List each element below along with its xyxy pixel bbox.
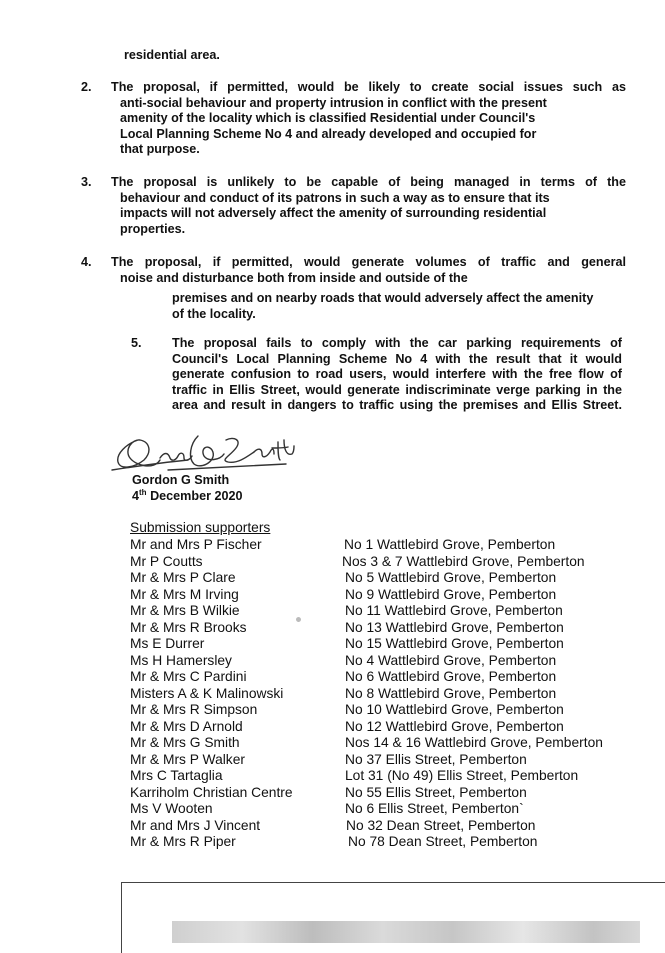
objection-paragraph — [172, 336, 622, 414]
list-item — [0, 818, 665, 835]
objection-paragraph — [111, 80, 626, 158]
supporter-name: Mr and Mrs P Fischer — [130, 537, 262, 552]
list-item — [0, 603, 665, 620]
objection-paragraph — [111, 175, 626, 237]
supporter-name: Mr & Mrs P Clare — [130, 570, 236, 585]
handwritten-signature — [108, 430, 298, 478]
paragraph-line: that purpose. — [120, 142, 200, 156]
paragraph-line: The proposal, if permitted, would be likely to create social issues such as — [111, 80, 626, 94]
paragraph-line: noise and disturbance both from inside and outside of the — [120, 270, 468, 285]
supporter-address: No 4 Wattlebird Grove, Pemberton — [345, 652, 557, 668]
supporter-address: No 10 Wattlebird Grove, Pemberton — [345, 702, 564, 717]
supporter-address: No 13 Wattlebird Grove, Pemberton — [345, 619, 564, 635]
supporter-address: No 1 Wattlebird Grove, Pemberton — [344, 537, 556, 552]
list-item — [0, 620, 665, 637]
date-suffix: th — [139, 488, 147, 497]
submission-date — [132, 489, 243, 505]
date-rest: December 2020 — [146, 489, 243, 503]
supporter-address: No 32 Dean Street, Pemberton — [346, 817, 536, 833]
objection-paragraph-continued — [172, 291, 627, 322]
paragraph-line: anti-social behaviour and property intrusion in conflict with the present — [120, 95, 547, 110]
list-item — [0, 735, 665, 752]
list-item — [0, 719, 665, 736]
aerial-map-image — [172, 921, 640, 943]
supporter-address: No 78 Dean Street, Pemberton — [348, 834, 538, 849]
paragraph-line: Council's Local Planning Scheme No 4 with the result that it would — [172, 351, 622, 366]
paragraph-line: premises and on nearby roads that would adversely affect the amenity — [172, 291, 594, 305]
paragraph-line: impacts will not adversely affect the amenity of surrounding residential — [120, 206, 547, 220]
supporter-name: Mr & Mrs C Pardini — [130, 669, 247, 684]
list-item — [0, 537, 665, 554]
item-number: 4. — [81, 255, 92, 269]
paragraph-line: of the locality. — [172, 306, 256, 321]
supporter-address: No 8 Wattlebird Grove, Pemberton — [345, 685, 557, 701]
continuation-text: residential area. — [124, 48, 220, 62]
supporter-name: Ms H Hamersley — [130, 652, 232, 668]
supporter-address: Nos 14 & 16 Wattlebird Grove, Pemberton — [345, 735, 603, 750]
paragraph-line: traffic in Ellis Street, would generate indiscriminate verge parking in the — [172, 382, 622, 397]
supporter-address: No 5 Wattlebird Grove, Pemberton — [345, 570, 557, 585]
supporter-name: Mr & Mrs G Smith — [130, 735, 240, 750]
supporter-name: Mr and Mrs J Vincent — [130, 817, 261, 833]
supporter-name: Misters A & K Malinowski — [130, 685, 284, 701]
list-item — [0, 834, 665, 851]
supporter-name: Mr & Mrs P Walker — [130, 751, 245, 767]
paragraph-line: behaviour and conduct of its patrons in such a way as to ensure that its — [120, 190, 550, 205]
list-item — [0, 587, 665, 604]
paragraph-line: amenity of the locality which is classified Residential under Council's — [120, 111, 536, 125]
item-number: 2. — [81, 80, 92, 94]
list-item — [0, 554, 665, 571]
item-number: 3. — [81, 175, 92, 189]
supporter-name: Karriholm Christian Centre — [130, 784, 293, 800]
paragraph-line: area and result in dangers to traffic using the premises and Ellis Street. — [172, 398, 622, 412]
supporter-address: No 37 Ellis Street, Pemberton — [345, 751, 527, 767]
item-number: 5. — [131, 336, 142, 350]
supporter-name: Mr & Mrs M Irving — [130, 586, 239, 602]
supporter-name: Mr & Mrs D Arnold — [130, 718, 243, 734]
paragraph-line: Local Planning Scheme No 4 and already developed and occupied for — [120, 126, 537, 141]
supporter-name: Mr & Mrs B Wilkie — [130, 603, 240, 618]
supporters-title: Submission supporters — [130, 520, 271, 535]
list-item — [0, 768, 665, 785]
list-item — [0, 785, 665, 802]
supporter-name: Mr & Mrs R Brooks — [130, 619, 247, 635]
objection-paragraph — [111, 255, 626, 286]
list-item — [0, 570, 665, 587]
supporter-name: Mr & Mrs R Simpson — [130, 702, 258, 717]
date-day: 4 — [132, 489, 140, 503]
supporter-name: Ms E Durrer — [130, 636, 205, 651]
signatory-name: Gordon G Smith — [132, 473, 230, 487]
supporter-name: Mrs C Tartaglia — [130, 768, 223, 783]
supporter-address: No 9 Wattlebird Grove, Pemberton — [345, 586, 557, 602]
list-item — [0, 752, 665, 769]
supporter-name: Mr & Mrs R Piper — [130, 834, 236, 849]
list-item — [0, 801, 665, 818]
supporter-address: No 6 Wattlebird Grove, Pemberton — [345, 669, 557, 684]
paragraph-line: properties. — [120, 221, 186, 236]
supporter-address: No 11 Wattlebird Grove, Pemberton — [345, 603, 563, 618]
list-item — [0, 702, 665, 719]
supporter-name: Ms V Wooten — [130, 801, 213, 816]
supporter-address: Lot 31 (No 49) Ellis Street, Pemberton — [345, 768, 579, 783]
list-item — [0, 636, 665, 653]
paragraph-line: generate confusion to road users, would interfere with the free flow of — [172, 367, 622, 381]
paragraph-line: The proposal is unlikely to be capable of being managed in terms of the — [111, 175, 626, 189]
supporter-address: No 12 Wattlebird Grove, Pemberton — [345, 718, 564, 734]
list-item — [0, 686, 665, 703]
supporter-name: Mr P Coutts — [130, 553, 203, 569]
paragraph-line: The proposal fails to comply with the car parking requirements of — [172, 336, 622, 350]
paragraph-line: The proposal, if permitted, would generate volumes of traffic and general — [111, 255, 626, 269]
list-item — [0, 669, 665, 686]
supporter-address: No 15 Wattlebird Grove, Pemberton — [345, 636, 564, 651]
supporter-address: No 6 Ellis Street, Pemberton` — [345, 801, 524, 816]
supporter-address: No 55 Ellis Street, Pemberton — [345, 784, 527, 800]
list-item — [0, 653, 665, 670]
supporter-address: Nos 3 & 7 Wattlebird Grove, Pemberton — [342, 553, 585, 569]
